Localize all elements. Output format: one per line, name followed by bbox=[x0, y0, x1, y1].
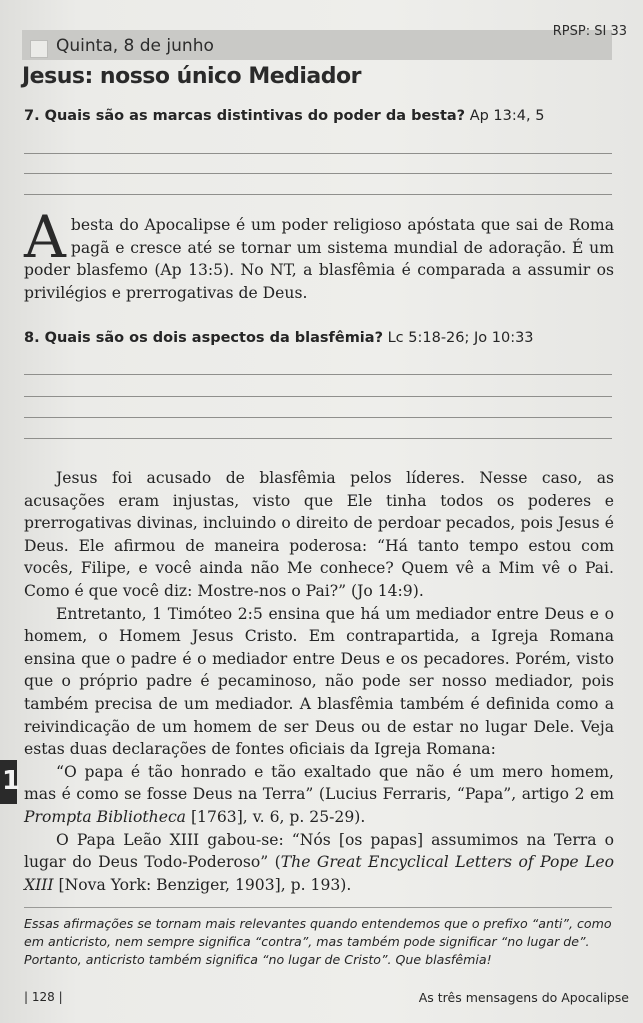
lesson-date: Quinta, 8 de junho bbox=[56, 36, 214, 56]
reference-badge bbox=[0, 760, 21, 804]
paragraph-blasphemy: Jesus foi acusado de blasfêmia pelos líderes. Nesse caso, as acusações eram injustas, visto que Ele tinha todos os poderes e prerrogativas divinas, incluindo o direito de perdoar pecados, pois Jesus é Deus. Ele afirmou de maneira poderosa: “Há tanto tempo estou com vocês, Filipe, e você ainda não Me conhece? Quem vê a Mim vê o Pai. Como é que você diz: Mostre-nos o Pai?” (Jo 14:9). bbox=[24, 469, 614, 600]
book-title: As três mensagens do Apocalipse bbox=[418, 990, 629, 1005]
answer-line bbox=[24, 417, 612, 418]
quote-leo-work: The Great Encyclical Letters of Pope Leo XIII bbox=[24, 853, 615, 894]
question-7-ref: Ap 13:4, 5 bbox=[469, 108, 545, 124]
answer-line bbox=[24, 438, 612, 439]
quote-leo-text: O Papa Leão XIII gabou-se: “Nós [os papas] assumimos na Terra o lugar do Deus Todo-Poderoso” ( bbox=[24, 830, 614, 872]
quote-ferraris bbox=[24, 761, 614, 829]
quote-leo-tail: [Nova York: Benziger, 1903], p. 193). bbox=[53, 875, 352, 894]
answer-line bbox=[24, 194, 612, 195]
answer-line bbox=[24, 173, 612, 174]
paragraph-beast bbox=[24, 203, 614, 304]
paragraph-beast-text: besta do Apocalipse é um poder religioso apóstata que sai de Roma pagã e cresce até se tornar um sistema mundial de adoração. É um poder blasfemo (Ap 13:5). No NT, a blasfêmia é comparada a assumir os privilégios e prerrogativas de Deus. bbox=[24, 216, 614, 302]
quote-ferraris-text: “O papa é tão honrado e tão exaltado que não é um mero homem, mas é como se fosse Deus na Terra” (Lucius Ferraris, “Papa”, artigo 2 em bbox=[24, 762, 614, 804]
question-7-text: 7. Quais são as marcas distintivas do poder da besta? bbox=[24, 108, 466, 124]
closing-note: Essas afirmações se tornam mais relevantes quando entendemos que o prefixo “anti”, como em anticristo, nem sempre significa “contra”, mas também pode significar “no lugar de”. Portanto, anticristo também significa “no lugar de Cristo”. Que blasfêmia! bbox=[24, 916, 612, 967]
header-checkbox bbox=[30, 40, 48, 58]
question-7 bbox=[24, 108, 544, 124]
quote-ferraris-work: Prompta Bibliotheca bbox=[24, 807, 186, 826]
paragraph-body bbox=[24, 467, 614, 896]
answer-line bbox=[24, 396, 612, 397]
note-divider bbox=[24, 907, 612, 908]
lesson-title: Jesus: nosso único Mediador bbox=[22, 64, 361, 89]
lesson-code: RPSP: SI 33 bbox=[552, 24, 627, 39]
answer-line bbox=[24, 153, 612, 154]
quote-ferraris-tail: [1763], v. 6, p. 25-29). bbox=[185, 807, 366, 826]
paragraph-mediator: Entretanto, 1 Timóteo 2:5 ensina que há um mediador entre Deus e o homem, o Homem Jesus Cristo. Em contrapartida, a Igreja Romana ensina que o padre é o mediador entre Deus e os pecadores. Porém, visto que o próprio padre é pecaminoso, não pode ser nosso mediador, pois também precisa de um mediador. A blasfêmia também é definida como a reivindicação de um homem de ser Deus ou de estar no lugar Dele. Veja estas duas declarações de fontes oficiais da Igreja Romana: bbox=[24, 604, 614, 759]
page-number: | 128 | bbox=[24, 990, 63, 1004]
question-8 bbox=[24, 330, 534, 346]
quote-leo bbox=[24, 829, 614, 897]
answer-line bbox=[24, 374, 612, 375]
question-8-text: 8. Quais são os dois aspectos da blasfêmia? bbox=[24, 330, 383, 346]
question-8-ref: Lc 5:18-26; Jo 10:33 bbox=[387, 330, 534, 346]
drop-cap: A bbox=[24, 203, 66, 271]
reference-badge-number: 1 bbox=[2, 766, 21, 796]
